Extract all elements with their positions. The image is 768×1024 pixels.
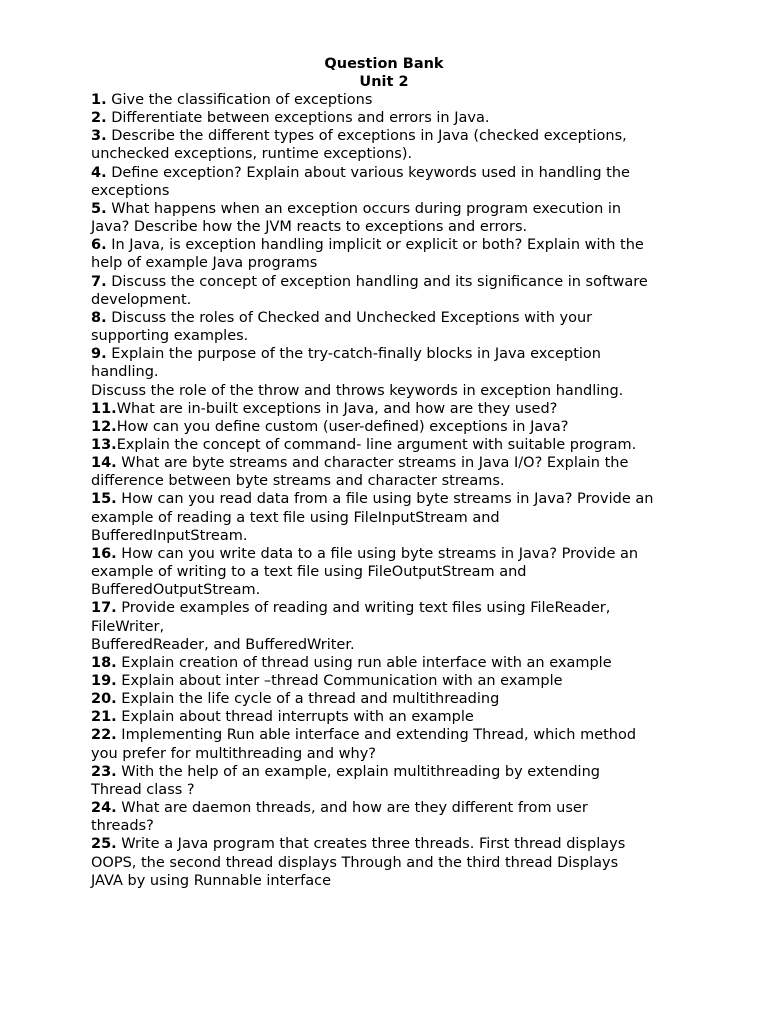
question-text-line: difference between byte streams and character streams. — [91, 473, 505, 490]
question-number: 5. — [91, 200, 107, 217]
question-text-line: example of writing to a text file using FileOutputStream and — [91, 564, 527, 581]
question-text-line: Implementing Run able interface and extending Thread, which method — [121, 727, 637, 744]
question-item — [91, 690, 691, 708]
question-item — [91, 490, 691, 544]
question-number: 13. — [91, 436, 117, 453]
question-text-line: Give the classification of exceptions — [111, 92, 373, 108]
question-text-line: Write a Java program that creates three threads. First thread displays — [121, 836, 626, 853]
question-text-line: Discuss the roles of Checked and Unchecked Exceptions with your — [111, 309, 593, 326]
question-text-line: supporting examples. — [91, 328, 249, 345]
question-text-line: you prefer for multithreading and why? — [91, 745, 376, 762]
question-text-line: unchecked exceptions, runtime exceptions). — [91, 146, 413, 163]
question-text-line: Explain the purpose of the try-catch-finally blocks in Java exception — [111, 346, 601, 363]
question-item — [91, 708, 691, 726]
heading-block — [0, 55, 768, 91]
question-number: 8. — [91, 309, 107, 326]
question-item — [91, 309, 691, 345]
question-text-line: Explain the life cycle of a thread and multithreading — [121, 691, 500, 708]
question-text-line: Thread class ? — [91, 781, 195, 798]
question-text-line: Explain creation of thread using run able interface with an example — [121, 654, 612, 671]
question-text-line: How can you define custom (user-defined) exceptions in Java? — [116, 418, 569, 435]
question-number: 14. — [91, 455, 117, 472]
question-item — [91, 654, 691, 672]
question-text-line: How can you read data from a file using byte streams in Java? Provide an — [121, 491, 654, 508]
question-text-line: What are in-built exceptions in Java, and how are they used? — [116, 400, 558, 417]
question-item — [91, 599, 691, 653]
question-text-line: Explain about thread interrupts with an example — [121, 709, 474, 726]
question-text-line: exceptions — [91, 182, 170, 199]
question-text-line: Discuss the role of the throw and throws keywords in exception handling. — [91, 382, 624, 399]
question-number: 19. — [91, 673, 117, 689]
question-item — [91, 164, 691, 200]
question-text-line: What happens when an exception occurs during program execution in — [111, 200, 622, 217]
question-number: 16. — [91, 545, 117, 562]
question-number: 15. — [91, 491, 117, 508]
question-item — [91, 545, 691, 599]
question-text-line: FileWriter, — [91, 618, 165, 635]
question-item — [91, 236, 691, 272]
question-text-line: BufferedInputStream. — [91, 527, 248, 544]
question-text-line: What are daemon threads, and how are they different from user — [121, 800, 588, 817]
question-number: 6. — [91, 237, 107, 254]
question-text-line: Java? Describe how the JVM reacts to exceptions and errors. — [91, 219, 528, 236]
question-number: 23. — [91, 763, 117, 780]
question-text-line: Explain the concept of command- line argument with suitable program. — [116, 436, 637, 453]
question-item — [91, 763, 691, 799]
question-number: 17. — [91, 600, 117, 617]
question-item — [91, 200, 691, 236]
question-item — [91, 345, 691, 381]
question-text-line: BufferedOutputStream. — [91, 582, 261, 599]
question-item — [91, 418, 691, 436]
question-number: 25. — [91, 836, 117, 853]
question-item — [91, 835, 691, 889]
question-text-line: Define exception? Explain about various keywords used in handling the — [111, 164, 630, 181]
question-list — [91, 91, 691, 890]
question-number: 24. — [91, 800, 117, 817]
question-text-line: Explain about inter –thread Communication with an example — [121, 673, 563, 689]
question-item — [91, 127, 691, 163]
question-number: 2. — [91, 110, 107, 127]
question-number: 1. — [91, 92, 107, 108]
question-item — [91, 273, 691, 309]
question-text-line: How can you write data to a file using byte streams in Java? Provide an — [121, 545, 639, 562]
question-text-line: Differentiate between exceptions and errors in Java. — [111, 110, 490, 127]
question-item — [91, 436, 691, 454]
question-number: 7. — [91, 273, 107, 290]
question-item — [91, 454, 691, 490]
question-text-line: BufferedReader, and BufferedWriter. — [91, 636, 355, 653]
question-text-line: handling. — [91, 364, 159, 381]
question-number: 21. — [91, 709, 117, 726]
question-number: 4. — [91, 164, 107, 181]
question-text-line: threads? — [91, 818, 154, 835]
question-number: 3. — [91, 128, 107, 145]
question-text-line: Discuss the concept of exception handling and its significance in software — [111, 273, 648, 290]
question-text-line: example of reading a text file using FileInputStream and — [91, 509, 500, 526]
question-item — [91, 726, 691, 762]
question-item — [91, 382, 691, 400]
question-text-line: In Java, is exception handling implicit or explicit or both? Explain with the — [111, 237, 644, 254]
question-text-line: development. — [91, 291, 192, 308]
question-text-line: OOPS, the second thread displays Through and the third thread Displays — [91, 854, 619, 871]
question-number: 9. — [91, 346, 107, 363]
question-text-line: What are byte streams and character streams in Java I/O? Explain the — [121, 455, 629, 472]
document-title: Question Bank — [324, 56, 444, 72]
unit-title: Unit 2 — [359, 74, 409, 90]
question-text-line: Provide examples of reading and writing text files using FileReader, — [121, 600, 611, 617]
question-item — [91, 400, 691, 418]
question-item — [91, 109, 691, 127]
question-number: 12. — [91, 418, 117, 435]
question-number: 20. — [91, 691, 117, 708]
question-number: 11. — [91, 400, 117, 417]
question-text-line: JAVA by using Runnable interface — [91, 872, 332, 889]
question-number: 22. — [91, 727, 117, 744]
question-item — [91, 91, 691, 109]
question-item — [91, 799, 691, 835]
question-text-line: Describe the different types of exceptions in Java (checked exceptions, — [111, 128, 627, 145]
question-text-line: help of example Java programs — [91, 255, 318, 272]
question-text-line: With the help of an example, explain multithreading by extending — [121, 763, 600, 780]
question-number: 18. — [91, 654, 117, 671]
question-item — [91, 672, 691, 690]
